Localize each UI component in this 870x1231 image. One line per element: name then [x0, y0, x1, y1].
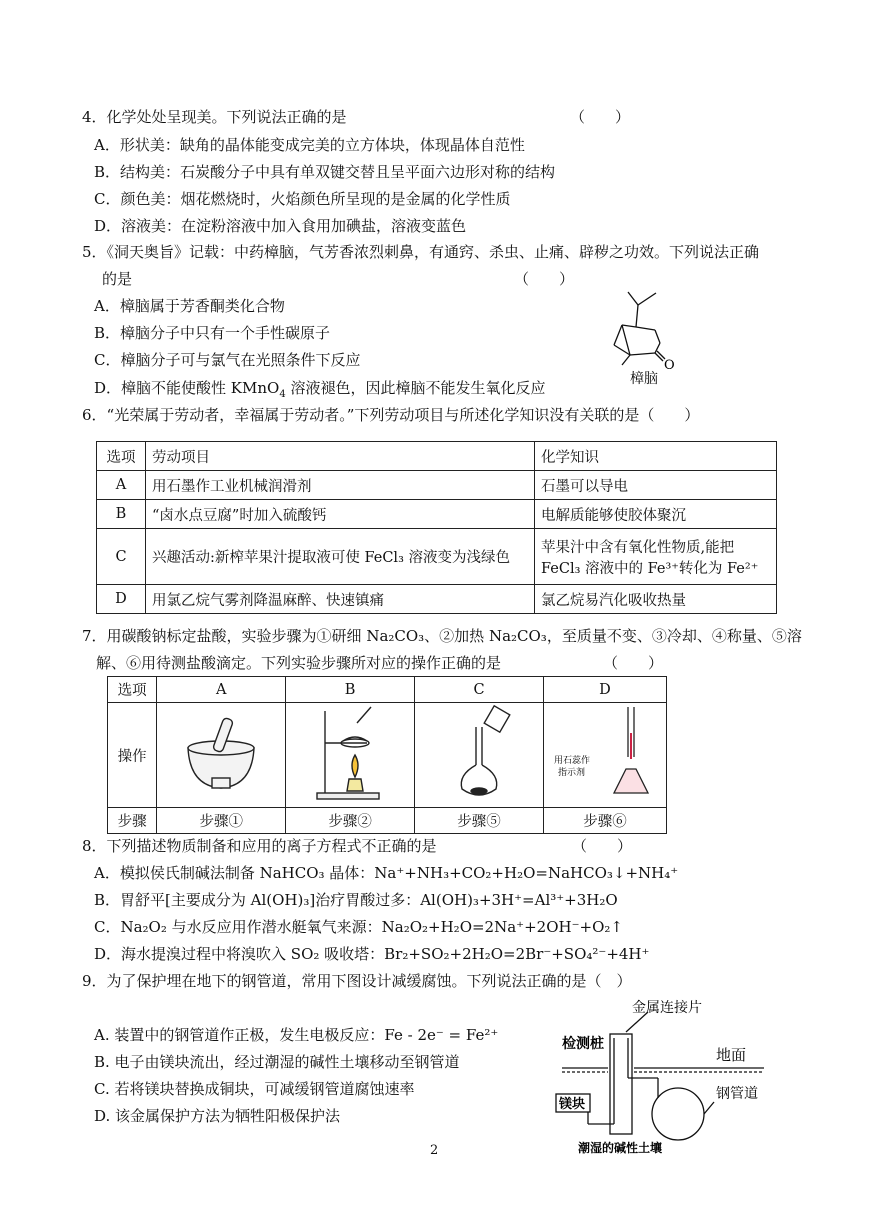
mortar-pestle-icon	[176, 708, 266, 798]
q6-header-labor: 劳动项目	[146, 442, 535, 471]
q8-option-c: C．Na₂O₂ 与水反应用作潜水艇氧气来源：Na₂O₂+H₂O=2Na⁺+2OH⁻+O₂↑	[94, 918, 623, 936]
q7-header-option: 选项	[108, 677, 157, 703]
diagram-block-label: 镁块	[559, 1097, 586, 1112]
table-cell: 氯乙烷易汽化吸收热量	[535, 585, 777, 614]
q7-col-b: B	[286, 677, 415, 703]
table-cell	[535, 529, 777, 585]
table-cell: “卤水点豆腐”时加入硫酸钙	[146, 500, 535, 529]
titration-setup-icon	[550, 703, 660, 803]
q8-option-a: A．模拟侯氏制碱法制备 NaHCO₃ 晶体：Na⁺+NH₃+CO₂+H₂O=NaHCO₃↓+NH₄⁺	[94, 864, 679, 882]
q9-stem: 9．为了保护埋在地下的钢管道，常用下图设计减缓腐蚀。下列说法正确的是（ ）	[82, 972, 632, 990]
q4-answer-paren: （ ）	[570, 108, 631, 126]
q9-option-a: A. 装置中的钢管道作正极，发生电极反应：Fe - 2e⁻ = Fe²⁺	[94, 1026, 499, 1044]
table-cell: 电解质能够使胶体聚沉	[535, 500, 777, 529]
table-row	[97, 529, 777, 585]
q4-option-b: B．结构美：石炭酸分子中具有单双键交替且呈平面六边形对称的结构	[94, 163, 556, 181]
q7-step-b: 步骤②	[286, 808, 415, 834]
q7-heating-cell	[286, 703, 415, 808]
q9-option-c: C. 若将镁块替换成铜块，可减缓钢管道腐蚀速率	[94, 1080, 415, 1098]
q7-operation-label: 操作	[108, 703, 157, 808]
table-cell: 兴趣活动:新榨苹果汁提取液可使 FeCl₃ 溶液变为浅绿色	[146, 529, 535, 585]
q4-option-d: D．溶液美：在淀粉溶液中加入食用加碘盐，溶液变蓝色	[94, 217, 467, 235]
camphor-caption: 樟脑	[630, 371, 658, 387]
q6-header-option: 选项	[97, 442, 146, 471]
q8-option-d: D．海水提溴过程中将溴吹入 SO₂ 吸收塔：Br₂+SO₂+2H₂O=2Br⁻+SO₄²⁻+4H⁺	[94, 945, 650, 963]
q7-step-label: 步骤	[108, 808, 157, 834]
q4-option-c: C．颜色美：烟花燃烧时，火焰颜色所呈现的是金属的化学性质	[94, 190, 511, 208]
q7-step-c: 步骤⑤	[415, 808, 544, 834]
q7-mortar-cell	[157, 703, 286, 808]
titration-indicator-label1: 用石蕊作	[554, 756, 591, 766]
table-row	[97, 585, 777, 614]
q7-stem-line1: 7．用碳酸钠标定盐酸，实验步骤为①研细 Na₂CO₃、②加热 Na₂CO₃，至质量不变、③冷却、④称量、⑤溶	[82, 627, 802, 645]
table-cell: 用石墨作工业机械润滑剂	[146, 471, 535, 500]
page-number: 2	[430, 1143, 439, 1158]
titration-indicator-label2: 指示剂	[558, 768, 586, 778]
q5-answer-paren: （ ）	[514, 270, 575, 288]
q6-c-knowledge-line2: FeCl₃ 溶液中的 Fe³⁺转化为 Fe²⁺	[541, 560, 759, 577]
q6-stem: 6．“光荣属于劳动者，幸福属于劳动者。”下列劳动项目与所述化学知识没有关联的是（ ）	[82, 406, 700, 424]
q8-option-b: B．胃舒平[主要成分为 Al(OH)₃]治疗胃酸过多：Al(OH)₃+3H⁺=Al³⁺+3H₂O	[94, 891, 618, 909]
table-cell: C	[97, 529, 146, 585]
q7-step-d: 步骤⑥	[544, 808, 667, 834]
q7-stem-line2: 解、⑥用待测盐酸滴定。下列实验步骤所对应的操作正确的是	[96, 654, 502, 672]
table-row	[97, 471, 777, 500]
camphor-oxygen-label: O	[664, 358, 675, 373]
table-cell: 石墨可以导电	[535, 471, 777, 500]
table-cell: B	[97, 500, 146, 529]
q5-option-a: A．樟脑属于芳香酮类化合物	[94, 297, 285, 315]
q4-option-a: A．形状美：缺角的晶体能变成完美的立方体块，体现晶体自范性	[94, 136, 525, 154]
diagram-pipe-label: 钢管道	[716, 1086, 758, 1102]
q5-option-d: D．樟脑不能使酸性 KMnO$_4$ 溶液褪色，因此樟脑不能发生氧化反应	[94, 379, 546, 400]
q5-stem-line1: 5．《洞天奥旨》记载：中药樟脑，气芳香浓烈刺鼻，有通窍、杀虫、止痛、辟秽之功效。下列说法正确	[82, 243, 760, 261]
q8-stem: 8．下列描述物质制备和应用的离子方程式不正确的是	[82, 837, 437, 855]
q9-option-b: B. 电子由镁块流出，经过潮湿的碱性土壤移动至钢管道	[94, 1053, 460, 1071]
q5-option-b: B．樟脑分子中只有一个手性碳原子	[94, 324, 331, 342]
q9-option-d: D. 该金属保护方法为牺牲阳极保护法	[94, 1107, 341, 1125]
q5-option-c: C．樟脑分子可与氯气在光照条件下反应	[94, 351, 361, 369]
q5-stem-line2: 的是	[102, 270, 133, 288]
diagram-connector-label: 金属连接片	[632, 1000, 702, 1016]
q4-stem: 4．化学处处呈现美。下列说法正确的是	[82, 108, 347, 126]
q6-c-knowledge-line1: 苹果汁中含有氧化性物质,能把	[541, 539, 735, 556]
q7-titration-cell	[544, 703, 667, 808]
table-cell: A	[97, 471, 146, 500]
q7-col-d: D	[544, 677, 667, 703]
iron-stand-heating-icon	[305, 703, 395, 803]
camphor-structure-figure	[600, 285, 690, 390]
volumetric-flask-icon	[434, 703, 524, 803]
table-cell: 用氯乙烷气雾剂降温麻醉、快速镇痛	[146, 585, 535, 614]
diagram-ground-label: 地面	[716, 1046, 747, 1064]
table-cell: D	[97, 585, 146, 614]
table-row	[97, 500, 777, 529]
q7-table	[107, 676, 667, 834]
q8-answer-paren: （ ）	[572, 837, 633, 855]
q7-col-a: A	[157, 677, 286, 703]
q7-step-a: 步骤①	[157, 808, 286, 834]
cathodic-protection-diagram	[548, 998, 778, 1160]
q7-col-c: C	[415, 677, 544, 703]
q6-header-knowledge: 化学知识	[535, 442, 777, 471]
diagram-post-label: 检测桩	[562, 1036, 604, 1052]
q6-table	[96, 441, 777, 614]
q7-answer-paren: （ ）	[603, 654, 664, 672]
q7-flask-cell	[415, 703, 544, 808]
diagram-soil-label: 潮湿的碱性土壤	[578, 1141, 663, 1155]
